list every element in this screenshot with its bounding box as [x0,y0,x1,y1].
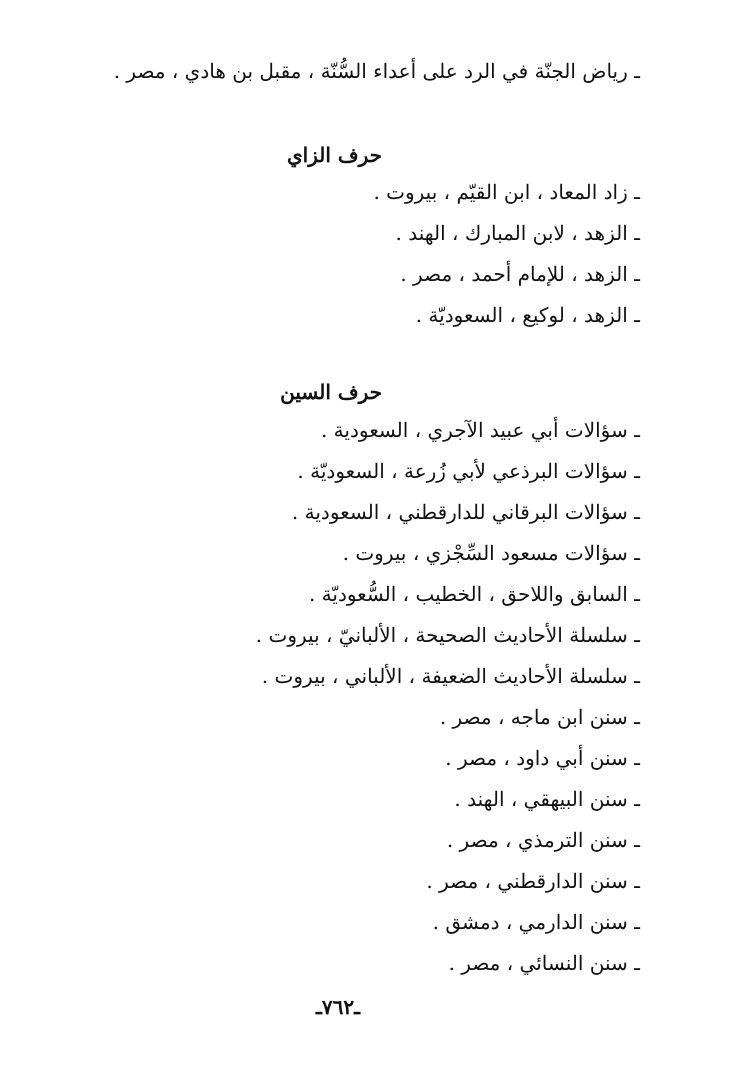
list-item: ـ سؤالات البرذعي لأبي زُرعة ، السعوديّة . [297,459,640,483]
list-item: ـ سنن الدارمي ، دمشق . [432,910,640,934]
list-item: ـ سنن الدارقطني ، مصر . [426,869,640,893]
list-item: ـ سؤالات البرقاني للدارقطني ، السعودية . [291,500,640,524]
list-item: ـ الزهد ، لابن المبارك ، الهند . [395,221,640,245]
list-item: ـ سنن النسائي ، مصر . [448,951,640,975]
list-item: ـ سلسلة الأحاديث الصحيحة ، الألبانيّ ، بيروت . [255,623,640,647]
intro-line: ـ رياض الجنّة في الرد على أعداء السُّنّة ، مقبل بن هادي ، مصر . [113,59,640,83]
section-heading-seen: حرف السين [280,380,382,404]
list-item: ـ زاد المعاد ، ابن القيّم ، بيروت . [373,180,640,204]
list-item: ـ سلسلة الأحاديث الضعيفة ، الألباني ، بيروت . [261,664,640,688]
list-item: ـ سنن أبي داود ، مصر . [445,746,640,770]
list-item: ـ سنن الترمذي ، مصر . [446,828,640,852]
page-number: ـ٧٦٢ـ [316,995,360,1019]
list-item: ـ الزهد ، للإمام أحمد ، مصر . [400,262,640,286]
list-item: ـ سؤالات أبي عبيد الآجري ، السعودية . [320,418,640,442]
list-item: ـ السابق واللاحق ، الخطيب ، السُّعوديّة . [308,582,640,606]
section-list-zay [100,172,640,336]
intro-entries [100,52,640,90]
list-item: ـ سؤالات مسعود السِّجْزي ، بيروت . [342,541,640,565]
section-heading-zay: حرف الزاي [287,143,382,167]
list-item: ـ سنن ابن ماجه ، مصر . [439,705,640,729]
list-item: ـ الزهد ، لوكيع ، السعوديّة . [415,303,640,327]
section-list-seen [100,410,640,984]
list-item: ـ سنن البيهقي ، الهند . [454,787,640,811]
